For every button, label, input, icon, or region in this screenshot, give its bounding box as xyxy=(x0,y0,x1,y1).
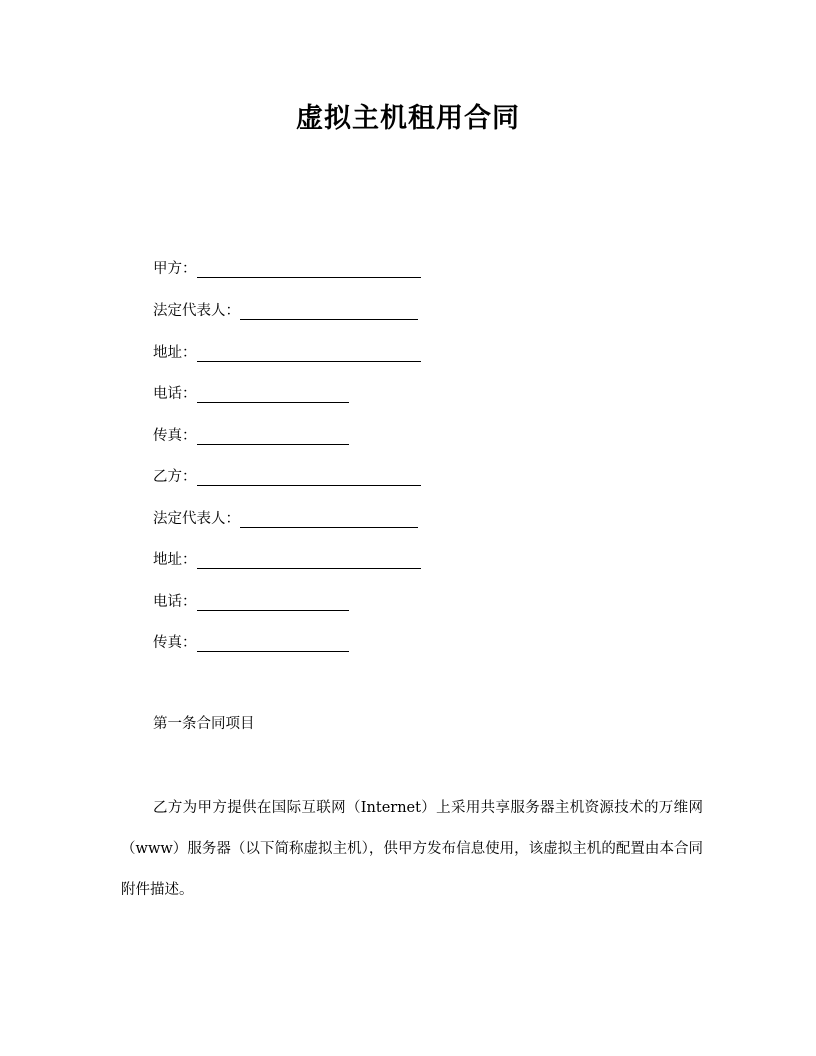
party-b-fax-label: 传真： xyxy=(153,635,197,651)
party-b-fax-blank-line xyxy=(197,636,349,652)
section-1-body: 乙方为甲方提供在国际互联网（Internet）上采用共享服务器主机资源技术的万维网（www）服务器（以下简称虚拟主机），供甲方发布信息使用，该虚拟主机的配置由本合同附件描述。 xyxy=(121,800,703,898)
party-a-address-label: 地址： xyxy=(153,345,197,361)
party-b-blank-line xyxy=(197,470,421,486)
party-b-label: 乙方： xyxy=(153,469,197,485)
party-b-phone-blank-line xyxy=(197,595,349,611)
party-a-label: 甲方： xyxy=(153,261,197,277)
party-a-fax-label: 传真： xyxy=(153,428,197,444)
party-a-rep-blank-line xyxy=(240,304,418,320)
party-b-address-field xyxy=(153,547,421,569)
party-a-fax-field xyxy=(153,423,349,445)
party-a-blank-line xyxy=(197,262,421,278)
party-b-rep-blank-line xyxy=(240,512,418,528)
party-b-rep-field xyxy=(153,506,418,528)
party-a-address-field xyxy=(153,340,421,362)
party-a-phone-blank-line xyxy=(197,387,349,403)
party-a-fax-blank-line xyxy=(197,429,349,445)
party-a-address-blank-line xyxy=(197,346,421,362)
party-b-phone-label: 电话： xyxy=(153,594,197,610)
party-b-address-label: 地址： xyxy=(153,552,197,568)
party-b-fax-field xyxy=(153,630,349,652)
section-1-heading: 第一条合同项目 xyxy=(153,716,255,732)
party-a-rep-field xyxy=(153,298,418,320)
party-a-field xyxy=(153,256,421,278)
party-b-phone-field xyxy=(153,589,349,611)
party-b-address-blank-line xyxy=(197,553,421,569)
document-title: 虚拟主机租用合同 xyxy=(296,103,520,134)
party-a-phone-field xyxy=(153,381,349,403)
party-b-field xyxy=(153,464,421,486)
party-b-rep-label: 法定代表人： xyxy=(153,511,240,527)
party-a-rep-label: 法定代表人： xyxy=(153,303,240,319)
party-a-phone-label: 电话： xyxy=(153,386,197,402)
